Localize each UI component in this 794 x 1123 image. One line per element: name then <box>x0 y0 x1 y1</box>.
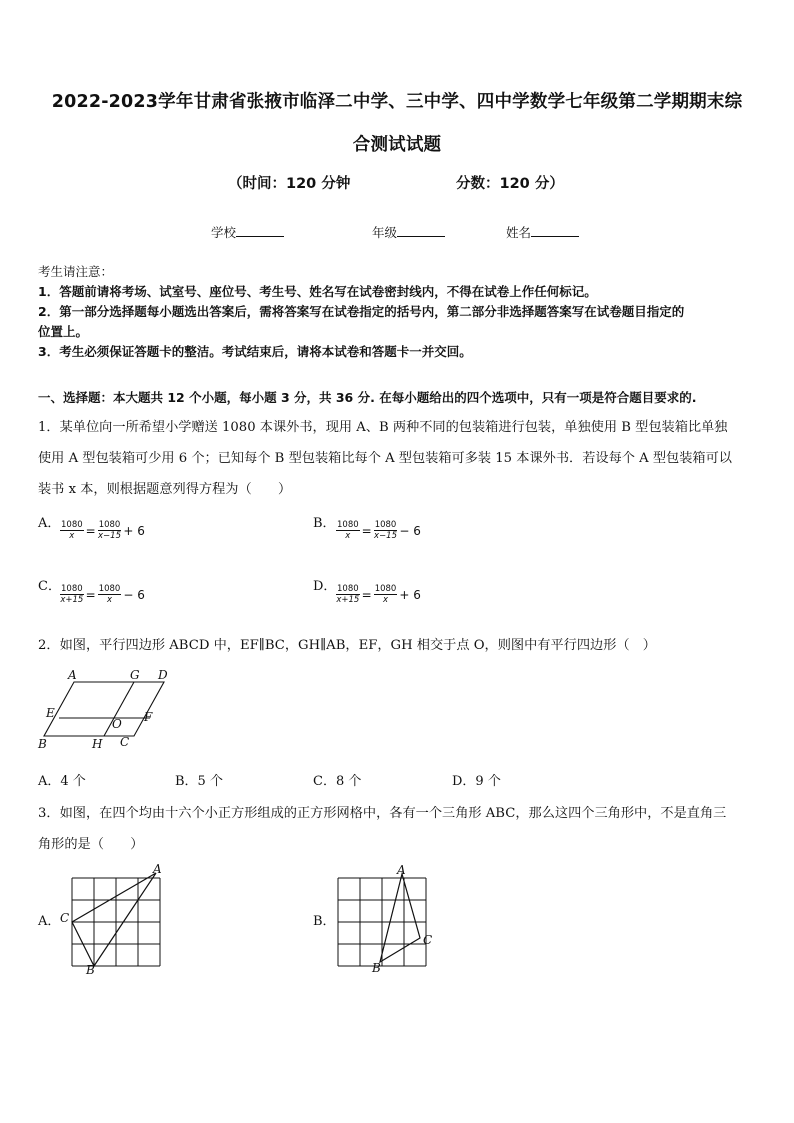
name-label: 姓名 <box>506 225 532 240</box>
option-label: B． <box>313 516 336 531</box>
point-label-a: A <box>153 862 162 876</box>
equation-tail: + 6 <box>123 523 145 538</box>
q3-line: 角形的是（ ） <box>38 837 144 852</box>
notice-block <box>38 262 760 362</box>
numerator: 1080 <box>374 584 397 594</box>
point-label-f: F <box>144 710 153 724</box>
numerator: 1080 <box>98 584 121 594</box>
option-label: D． <box>313 579 337 594</box>
denominator: x <box>69 531 75 541</box>
q2-text: 2．如图，平行四边形 ABCD 中，EF∥BC，GH∥AB，EF，GH 相交于点 O，则图中有平行四边形（ ） <box>38 638 656 653</box>
numerator: 1080 <box>337 584 359 594</box>
point-label-c: C <box>60 911 70 925</box>
numerator: 1080 <box>337 520 359 530</box>
denominator: x−15 <box>98 531 121 541</box>
school-label: 学校 <box>211 225 237 240</box>
q2-option-c[interactable]: C．8 个 <box>313 774 362 789</box>
denominator: x−15 <box>374 531 397 541</box>
q3-option-b[interactable]: B． <box>313 914 336 929</box>
grid-figure-a <box>56 862 166 974</box>
q3-line: 3．如图，在四个均由十六个小正方形组成的正方形网格中，各有一个三角形 ABC，那么这四个三角形中，不是直角三 <box>38 806 727 821</box>
notice-heading: 考生请注意： <box>38 264 114 279</box>
notice-item: 2．第一部分选择题每小题选出答案后，需将答案写在试卷指定的括号内，第二部分非选择题答案写在试卷题目指定的 <box>38 304 685 319</box>
exam-time: （时间：120 分钟 <box>228 176 351 192</box>
numerator: 1080 <box>374 520 397 530</box>
point-label-o: O <box>112 717 122 731</box>
denominator: x <box>345 531 351 541</box>
notice-item: 3．考生必须保证答题卡的整洁。考试结束后，请将本试卷和答题卡一并交回。 <box>38 344 472 359</box>
q3-option-a[interactable]: A． <box>38 914 61 929</box>
q2-option-d[interactable]: D．9 个 <box>452 774 501 789</box>
point-label-a: A <box>397 863 406 877</box>
point-label-b: B <box>38 737 47 751</box>
numerator: 1080 <box>98 520 121 530</box>
equation-tail: − 6 <box>399 523 421 538</box>
denominator: x <box>383 595 389 605</box>
name-blank[interactable] <box>531 225 579 237</box>
triangle-abc <box>72 873 156 966</box>
q1-option-b-equation: $\frac{1080}{x}$ = $\frac{1080}{x-15}$ − 6 <box>337 520 421 541</box>
parallelogram-figure <box>36 668 176 752</box>
point-label-c: C <box>120 735 130 749</box>
q1-option-b[interactable] <box>313 512 336 531</box>
denominator: x+15 <box>336 595 360 605</box>
option-label: C． <box>38 579 61 594</box>
exam-title-line1: 2022-2023学年甘肃省张掖市临泽二中学、三中学、四中学数学七年级第二学期期末综 <box>51 92 743 112</box>
school-blank[interactable] <box>236 225 284 237</box>
point-label-b: B <box>86 963 95 974</box>
grade-label: 年级 <box>372 225 398 240</box>
point-label-g: G <box>130 668 140 682</box>
triangle-abc <box>380 874 420 962</box>
notice-item: 1．答题前请将考场、试室号、座位号、考生号、姓名写在试卷密封线内，不得在试卷上作任何标记。 <box>38 284 597 299</box>
point-label-c: C <box>423 933 433 947</box>
point-label-d: D <box>158 668 168 682</box>
q1-option-c-equation: $\frac{1080}{x+15}$ = $\frac{1080}{x}$ − 6 <box>60 584 145 605</box>
section-heading: 一、选择题：本大题共 12 个小题，每小题 3 分，共 36 分. 在每小题给出的四个选项中，只有一项是符合题目要求的. <box>38 390 697 405</box>
denominator: x+15 <box>60 595 84 605</box>
q1-line: 使用 A 型包装箱可少用 6 个；已知每个 B 型包装箱比每个 A 型包装箱可多装 15 本课外书．若设每个 A 型包装箱可以 <box>38 451 732 466</box>
point-label-h: H <box>92 737 103 751</box>
q1-line: 1．某单位向一所希望小学赠送 1080 本课外书，现用 A、B 两种不同的包装箱进行包装，单独使用 B 型包装箱比单独 <box>38 420 728 435</box>
equation-tail: − 6 <box>123 587 145 602</box>
q1-option-a-equation: $\frac{1080}{x}$ = $\frac{1080}{x-15}$ + 6 <box>61 520 145 541</box>
numerator: 1080 <box>61 520 83 530</box>
q1-line: 装书 x 本，则根据题意列得方程为（ ） <box>38 482 292 497</box>
option-label: A． <box>38 516 61 531</box>
point-label-a: A <box>68 668 77 682</box>
notice-item: 位置上。 <box>38 324 89 339</box>
parallelogram-abcd <box>44 682 164 736</box>
q2-option-b[interactable]: B．5 个 <box>175 774 223 789</box>
equation-tail: + 6 <box>399 587 421 602</box>
q1-option-a[interactable] <box>38 512 60 531</box>
point-label-e: E <box>46 706 55 720</box>
grade-blank[interactable] <box>397 225 445 237</box>
q1-option-d-equation: $\frac{1080}{x+15}$ = $\frac{1080}{x}$ + 6 <box>336 584 421 605</box>
exam-title-line2: 合测试试题 <box>352 135 442 155</box>
grid-figure-b <box>330 862 440 974</box>
numerator: 1080 <box>61 584 83 594</box>
q2-option-a[interactable]: A．4 个 <box>38 774 86 789</box>
q1-option-d[interactable] <box>313 575 336 594</box>
exam-score: 分数：120 分） <box>456 176 564 192</box>
q1-option-c[interactable] <box>38 575 61 594</box>
denominator: x <box>107 595 113 605</box>
point-label-b: B <box>372 961 381 974</box>
